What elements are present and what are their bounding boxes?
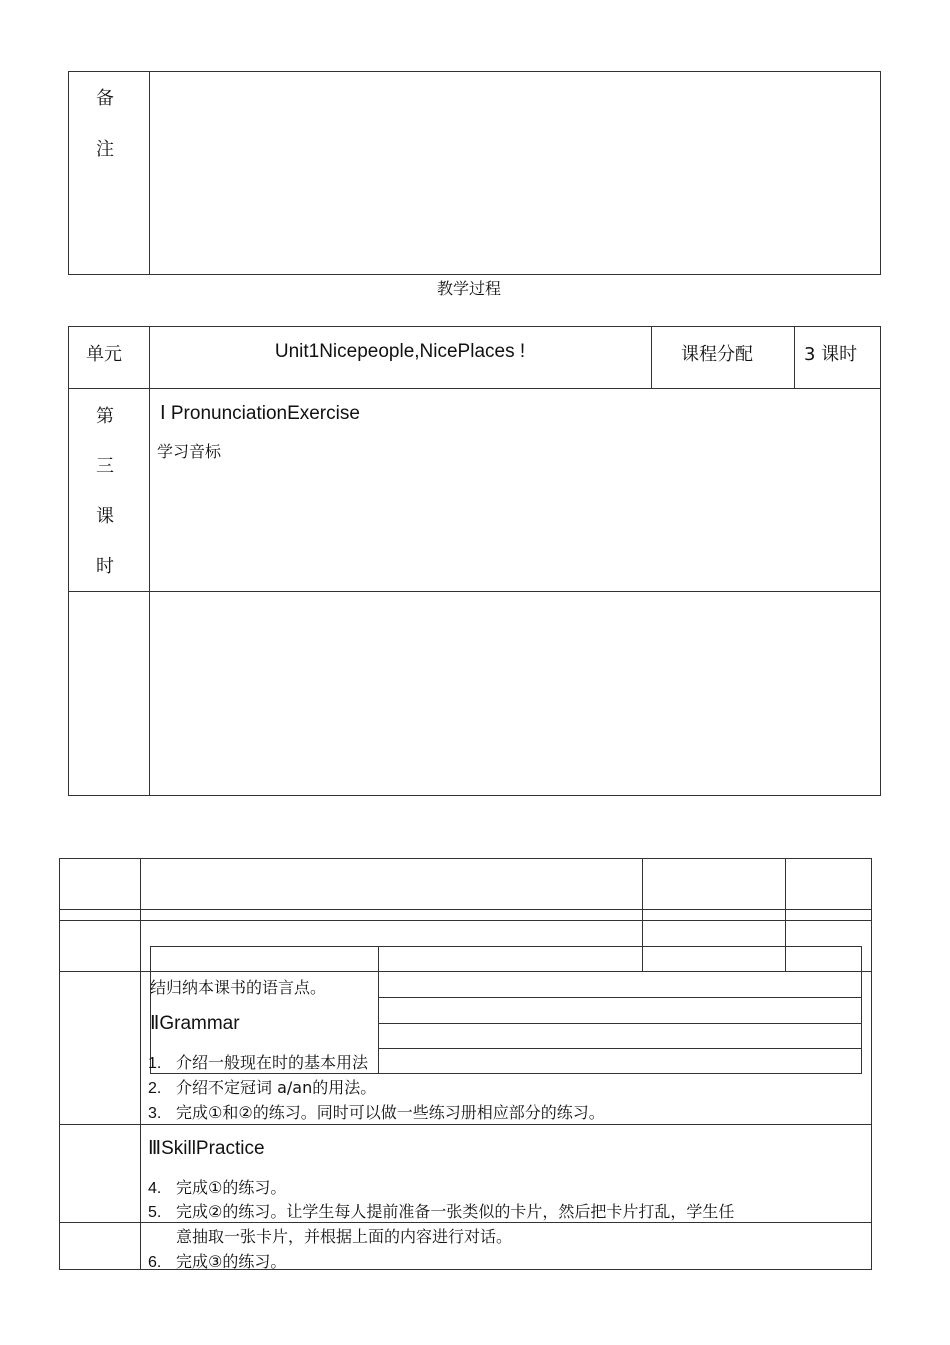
lesson-table: [68, 326, 881, 796]
row-divider: [59, 1124, 872, 1125]
allocation-label: 课程分配: [681, 344, 753, 365]
lesson-label-char-3: 课: [96, 506, 114, 527]
grammar-heading: ⅡGrammar: [150, 1013, 240, 1034]
col-divider: [651, 326, 652, 388]
pronunciation-heading: Ⅰ PronunciationExercise: [160, 403, 360, 424]
skill-practice-heading: ⅢSkillPractice: [148, 1138, 265, 1159]
lesson-label-char-4: 时: [96, 556, 114, 577]
row-divider: [68, 591, 881, 592]
lesson-label-char-2: 三: [96, 456, 114, 477]
process-title: 教学过程: [437, 279, 502, 298]
unit-label: 单元: [86, 344, 122, 365]
skill-item: 5. 完成②的练习。让学生每人提前准备一张类似的卡片，然后把卡片打乱，学生任: [148, 1202, 735, 1221]
inner-row-divider: [378, 997, 862, 998]
skill-item-continuation: 意抽取一张卡片，并根据上面的内容进行对话。: [176, 1227, 513, 1246]
remarks-label-char-1: 备: [96, 88, 114, 109]
remarks-table: [68, 71, 881, 275]
summary-text: 结归纳本课书的语言点。: [150, 978, 327, 997]
inner-col-divider: [378, 946, 379, 1074]
unit-title: Unit1Nicepeople,NicePlaces !: [274, 341, 526, 362]
row-divider: [59, 909, 872, 910]
remarks-divider: [149, 71, 150, 275]
inner-row-divider: [378, 1048, 862, 1049]
skill-item: 4. 完成①的练习。: [148, 1178, 287, 1197]
grammar-item: 3. 完成①和②的练习。同时可以做一些练习册相应部分的练习。: [148, 1103, 605, 1122]
row-divider: [59, 1222, 872, 1223]
grammar-item: 2. 介绍不定冠词 a/an的用法。: [148, 1078, 377, 1097]
grammar-item: 1. 介绍一般现在时的基本用法: [148, 1053, 369, 1072]
lesson-label-char-1: 第: [96, 406, 114, 427]
allocation-value: 3 课时: [804, 344, 858, 365]
row-divider: [68, 388, 881, 389]
pronunciation-text: 学习音标: [157, 442, 222, 461]
col-divider: [794, 326, 795, 388]
col-divider: [149, 326, 150, 796]
row-divider: [59, 920, 872, 921]
skill-item: 6. 完成③的练习。: [148, 1252, 287, 1271]
inner-row-divider: [378, 1023, 862, 1024]
remarks-label-char-2: 注: [96, 139, 114, 160]
